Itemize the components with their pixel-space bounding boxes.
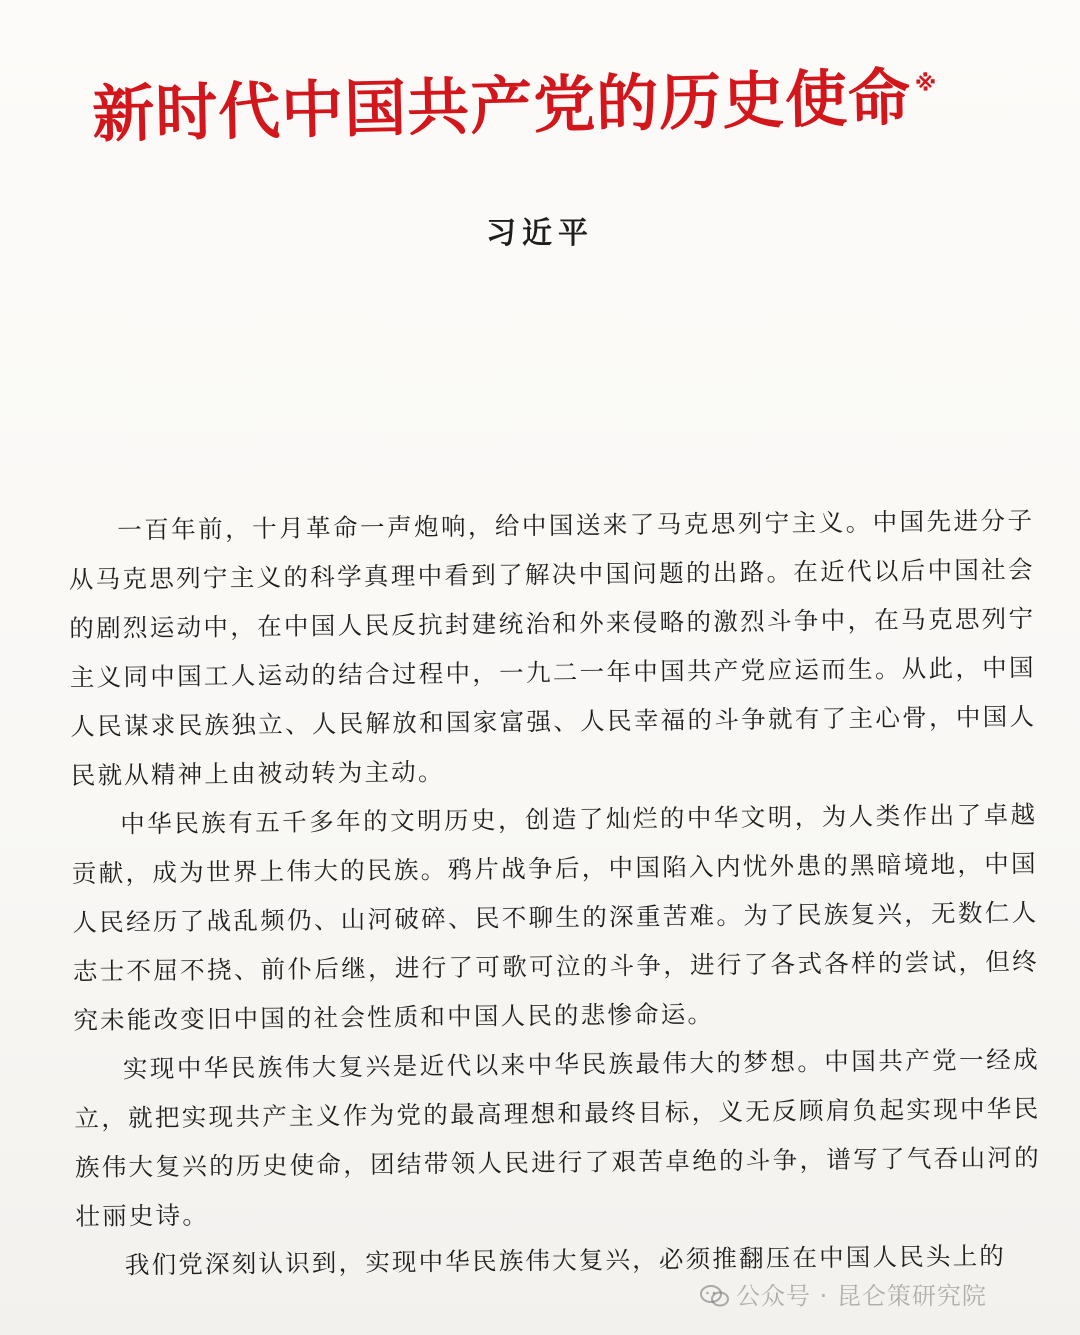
wechat-icon [700, 1285, 730, 1307]
paragraph: 实现中华民族伟大复兴是近代以来中华民族最伟大的梦想。中国共产党一经成立，就把实现共产主义作为党的最高理想和最终目标，义无反顾肩负起实现中华民族伟大复兴的历史使命，团结带领人民进行了艰苦卓绝的斗争，谱写了气吞山河的壮丽史诗。 [74, 1044, 1042, 1231]
author-name: 习近平 [486, 216, 594, 251]
title-footnote-mark: ※ [914, 71, 938, 97]
title-text: 新时代中国共产党的历史使命 [91, 60, 912, 151]
paragraph: 我们党深刻认识到，实现中华民族伟大复兴，必须推翻压在中国人民头上的 [124, 1241, 1007, 1280]
watermark-text: 公众号 · 昆仑策研究院 [736, 1282, 987, 1310]
source-watermark [700, 1276, 987, 1311]
paragraph: 一百年前，十月革命一声炮响，给中国送来了马克思列宁主义。中国先进分子从马克思列宁主义的科学真理中看到了解决中国问题的出路。在近代以后中国社会的剧烈运动中，在中国人民反抗封建统治和外来侵略的激烈斗争中，在马克思列宁主义同中国工人运动的结合过程中，一九二一年中国共产党应运而生。从此，中国人民谋求民族独立、人民解放和国家富强、人民幸福的斗争就有了主心骨，中国人民就从精神上由被动转为主动。 [68, 505, 1037, 790]
paragraph: 中华民族有五千多年的文明历史，创造了灿烂的中华文明，为人类作出了卓越贡献，成为世界上伟大的民族。鸦片战争后，中国陷入内忧外患的黑暗境地，中国人民经历了战乱频仍、山河破碎、民不聊生的深重苦难。为了民族复兴，无数仁人志士不屈不挠、前仆后继，进行了可歌可泣的斗争，进行了各式各样的尝试，但终究未能改变旧中国的社会性质和中国人民的悲惨命运。 [71, 799, 1039, 1035]
article-body [68, 496, 1042, 1290]
page-title [91, 33, 993, 152]
